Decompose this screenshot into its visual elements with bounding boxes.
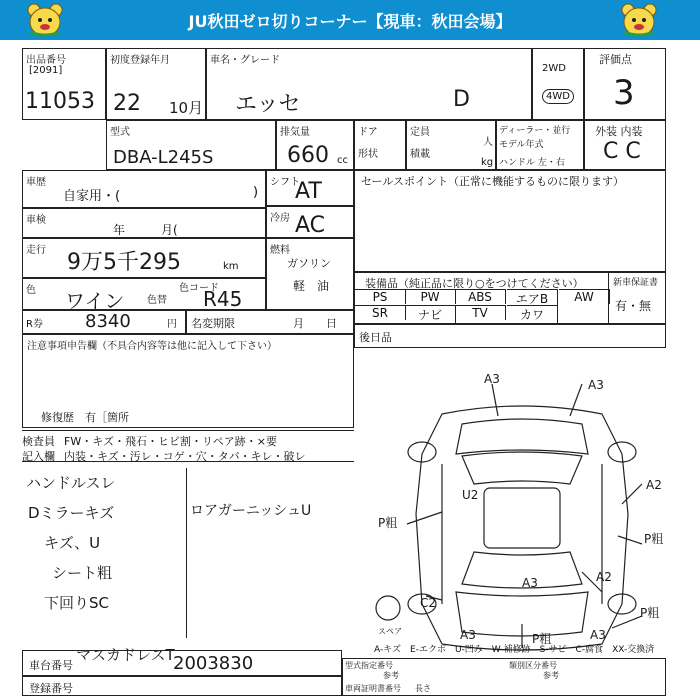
displacement-unit: cc: [337, 155, 348, 166]
handwritten-note: Dミラーキズ: [28, 504, 115, 522]
color-sub-label: 色替: [147, 295, 167, 306]
type-cert-label: 型式指定番号: [345, 661, 393, 670]
score-label: 評価点: [599, 53, 632, 66]
entry-label: 記入欄: [22, 450, 55, 463]
door-label: ドア: [358, 127, 378, 138]
dealer-label: ディーラー・並行: [499, 126, 571, 136]
damage-mark: P粗: [378, 516, 398, 530]
equipment-item: AW: [559, 289, 610, 304]
mascot-bear-icon: [620, 2, 658, 38]
handwritten-note: キズ、U: [44, 534, 101, 552]
entry-value: 内装・キズ・汚レ・コゲ・穴・タバ・キレ・破レ: [64, 450, 306, 463]
equipment-item: SR: [355, 305, 406, 320]
reg-no-label: 登録番号: [29, 682, 73, 695]
handwritten-note: 下回りSC: [44, 594, 109, 612]
ref-label-1: 参考: [383, 671, 399, 680]
ref-label-2: 参考: [543, 671, 559, 680]
name-change-value: 月 日: [293, 317, 337, 330]
damage-mark: P粗: [532, 632, 552, 646]
inspection-value: 年 月(: [113, 223, 178, 237]
damage-mark: A3: [484, 372, 500, 386]
caution-label: 注意事項申告欄（不具合内容等は他に記入して下さい）: [27, 341, 277, 352]
damage-mark: P粗: [640, 606, 660, 620]
mileage-unit: km: [223, 261, 239, 272]
damage-mark: A3: [588, 378, 604, 392]
model-name: エッセ: [235, 92, 301, 117]
recycle-label: R券: [26, 319, 43, 330]
damage-mark: A3: [460, 628, 476, 642]
recycle-unit: 円: [167, 319, 177, 330]
repair-label: 修復歴 有［箇所: [41, 411, 129, 424]
handwritten-note: シート粗: [52, 564, 113, 582]
header-bar: [0, 0, 700, 40]
color-code-value: R45: [203, 287, 243, 311]
capacity-unit: 人: [483, 137, 493, 148]
lot-number: 11053: [25, 89, 95, 114]
warranty-value: 有・無: [615, 299, 652, 313]
checker-label: 検査員: [22, 435, 55, 448]
first-reg-year: 22: [113, 91, 141, 116]
equipment-item: TV: [455, 305, 506, 320]
equipment-item: ABS: [455, 289, 506, 304]
sales-point-label: セールスポイント（正常に機能するものに限ります）: [361, 175, 625, 188]
fuel-label: 燃料: [270, 245, 290, 256]
model-label: 車名・グレード: [210, 55, 280, 66]
damage-mark: A2: [646, 478, 662, 492]
drive-2wd: 2WD: [542, 63, 566, 74]
warranty-label: 新車保証書: [613, 278, 659, 288]
length-label: 長さ: [415, 684, 431, 693]
equipment-item: ナビ: [405, 305, 456, 323]
lot-sub: [2091]: [29, 65, 63, 76]
damage-mark: U2: [462, 488, 479, 502]
equipment-item: PW: [405, 289, 456, 304]
grade: D: [453, 87, 470, 112]
handwritten-note: ハンドルスレ: [26, 474, 116, 492]
displacement-value: 660: [287, 143, 329, 168]
page-title: JU秋田ゼロ切りコーナー【現車：秋田会場】: [188, 12, 512, 31]
color-code-label: 色コード: [179, 283, 219, 294]
equipment-item: エアB: [507, 289, 558, 307]
legend: A-キズ E-エクボ U-凹み W-補修跡 S-サビ C-腐食 XX-交換済: [374, 645, 655, 655]
shift-label: シフト: [270, 177, 300, 188]
type-class-label: 類別区分番号: [509, 661, 557, 670]
mileage-label: 走行: [26, 245, 46, 256]
vehicle-reg-label: 車両証明書番号: [345, 684, 401, 693]
color-value: ワイン: [65, 289, 125, 313]
damage-mark: A2: [596, 570, 612, 584]
cert-cell: [342, 658, 666, 696]
car-no-value: 2003830: [173, 653, 254, 674]
drive-4wd: 4WD: [542, 89, 574, 104]
shift-value: AT: [295, 179, 322, 204]
ext-int-value: C C: [603, 139, 641, 164]
history-label: 車歴: [26, 177, 46, 188]
score: 3: [613, 73, 635, 113]
type-label: 型式: [110, 127, 130, 138]
handwritten-note: マスカドレスT: [76, 646, 175, 664]
ac-value: AC: [295, 213, 326, 238]
type-value: DBA-L245S: [113, 147, 214, 168]
capacity-label: 定員: [410, 127, 430, 138]
displacement-label: 排気量: [280, 127, 310, 138]
inspection-label: 車検: [26, 215, 46, 226]
checker-value: FW・キズ・飛石・ヒビ割・リペア跡・×要: [64, 435, 277, 448]
recycle-value: 8340: [85, 311, 131, 332]
reg-no-cell: [22, 676, 342, 696]
shape-label: 形状: [358, 149, 378, 160]
fuel-gas: ガソリン: [287, 257, 331, 270]
spare-label: スペア: [378, 627, 402, 636]
car-no-cell: [22, 650, 342, 676]
after-label: 後日品: [359, 331, 392, 344]
ext-int-label: 外装 内装: [595, 125, 643, 138]
model-year-label: モデル年式: [499, 140, 544, 150]
handle-label: ハンドル 左・右: [499, 158, 565, 168]
load-unit: kg: [481, 157, 494, 168]
equipment-item: カワ: [507, 305, 558, 323]
middle-note: ロアガーニッシュU: [190, 503, 312, 519]
history-close: ): [253, 185, 259, 200]
color-label: 色: [26, 285, 36, 296]
equipment-label: 装備品（純正品に限り○をつけてください）: [365, 277, 584, 290]
car-damage-diagram: [22, 44, 666, 696]
lot-label: 出品番号: [26, 55, 66, 66]
history-value: 自家用・(: [63, 189, 121, 204]
ac-label: 冷房: [270, 213, 290, 224]
first-reg-month: 10月: [169, 99, 204, 117]
damage-mark: A3: [590, 628, 606, 642]
mileage-value: 9万5千295: [67, 250, 181, 275]
load-label: 積載: [410, 149, 430, 160]
equipment-item: PS: [355, 289, 406, 304]
damage-mark: P粗: [644, 532, 664, 546]
car-no-label: 車台番号: [29, 659, 73, 672]
damage-mark: A3: [522, 576, 538, 590]
auction-sheet: [22, 44, 666, 696]
damage-mark: C2: [420, 596, 437, 610]
name-change-label: 名変期限: [191, 317, 235, 330]
first-reg-label: 初度登録年月: [110, 55, 170, 66]
fuel-diesel: 軽 油: [293, 279, 330, 293]
